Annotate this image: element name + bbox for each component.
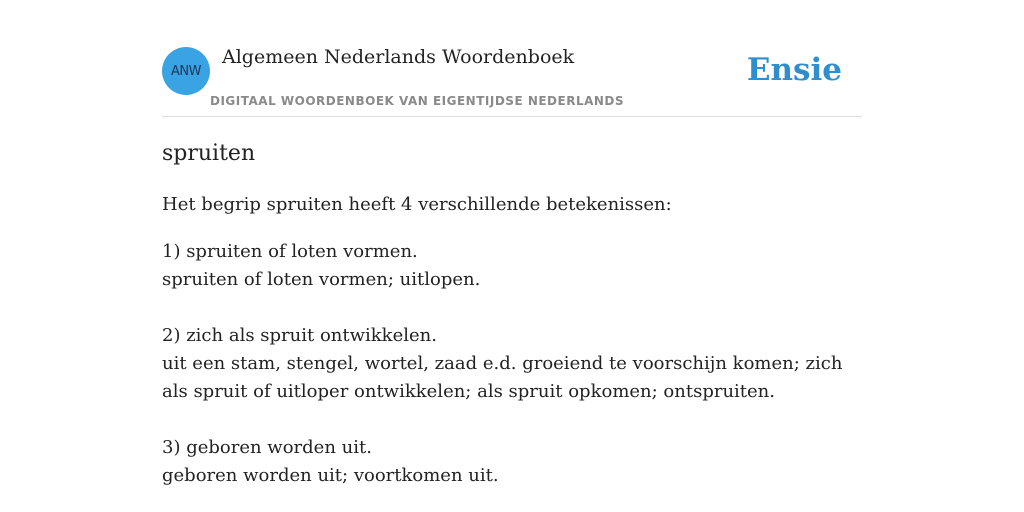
ensie-brand-logo[interactable]: Ensie <box>746 52 842 88</box>
meaning-definition: uit een stam, stengel, wortel, zaad e.d. groeiend te voorschijn komen; zich als spruit of uitloper ontwikkelen; als spruit opkomen; ontspruiten. <box>162 353 843 402</box>
meaning-item <box>162 238 862 294</box>
meaning-heading: 3) geboren worden uit. <box>162 437 372 458</box>
site-title[interactable]: Algemeen Nederlands Woordenboek <box>222 46 575 68</box>
site-header <box>162 0 862 117</box>
anw-logo[interactable] <box>162 47 210 95</box>
entry-content <box>162 140 862 512</box>
headword: spruiten <box>162 141 256 166</box>
entry-intro: Het begrip spruiten heeft 4 verschillende betekenissen: <box>162 194 672 215</box>
site-subtitle: DIGITAAL WOORDENBOEK VAN EIGENTIJDSE NEDERLANDS <box>210 94 625 108</box>
meaning-item <box>162 434 862 490</box>
meaning-heading: 2) zich als spruit ontwikkelen. <box>162 325 437 346</box>
meaning-item <box>162 322 862 406</box>
meaning-definition: geboren worden uit; voortkomen uit. <box>162 465 499 486</box>
meaning-definition: spruiten of loten vormen; uitlopen. <box>162 269 481 290</box>
logo-text: ANW <box>171 63 201 79</box>
meaning-heading: 1) spruiten of loten vormen. <box>162 241 418 262</box>
